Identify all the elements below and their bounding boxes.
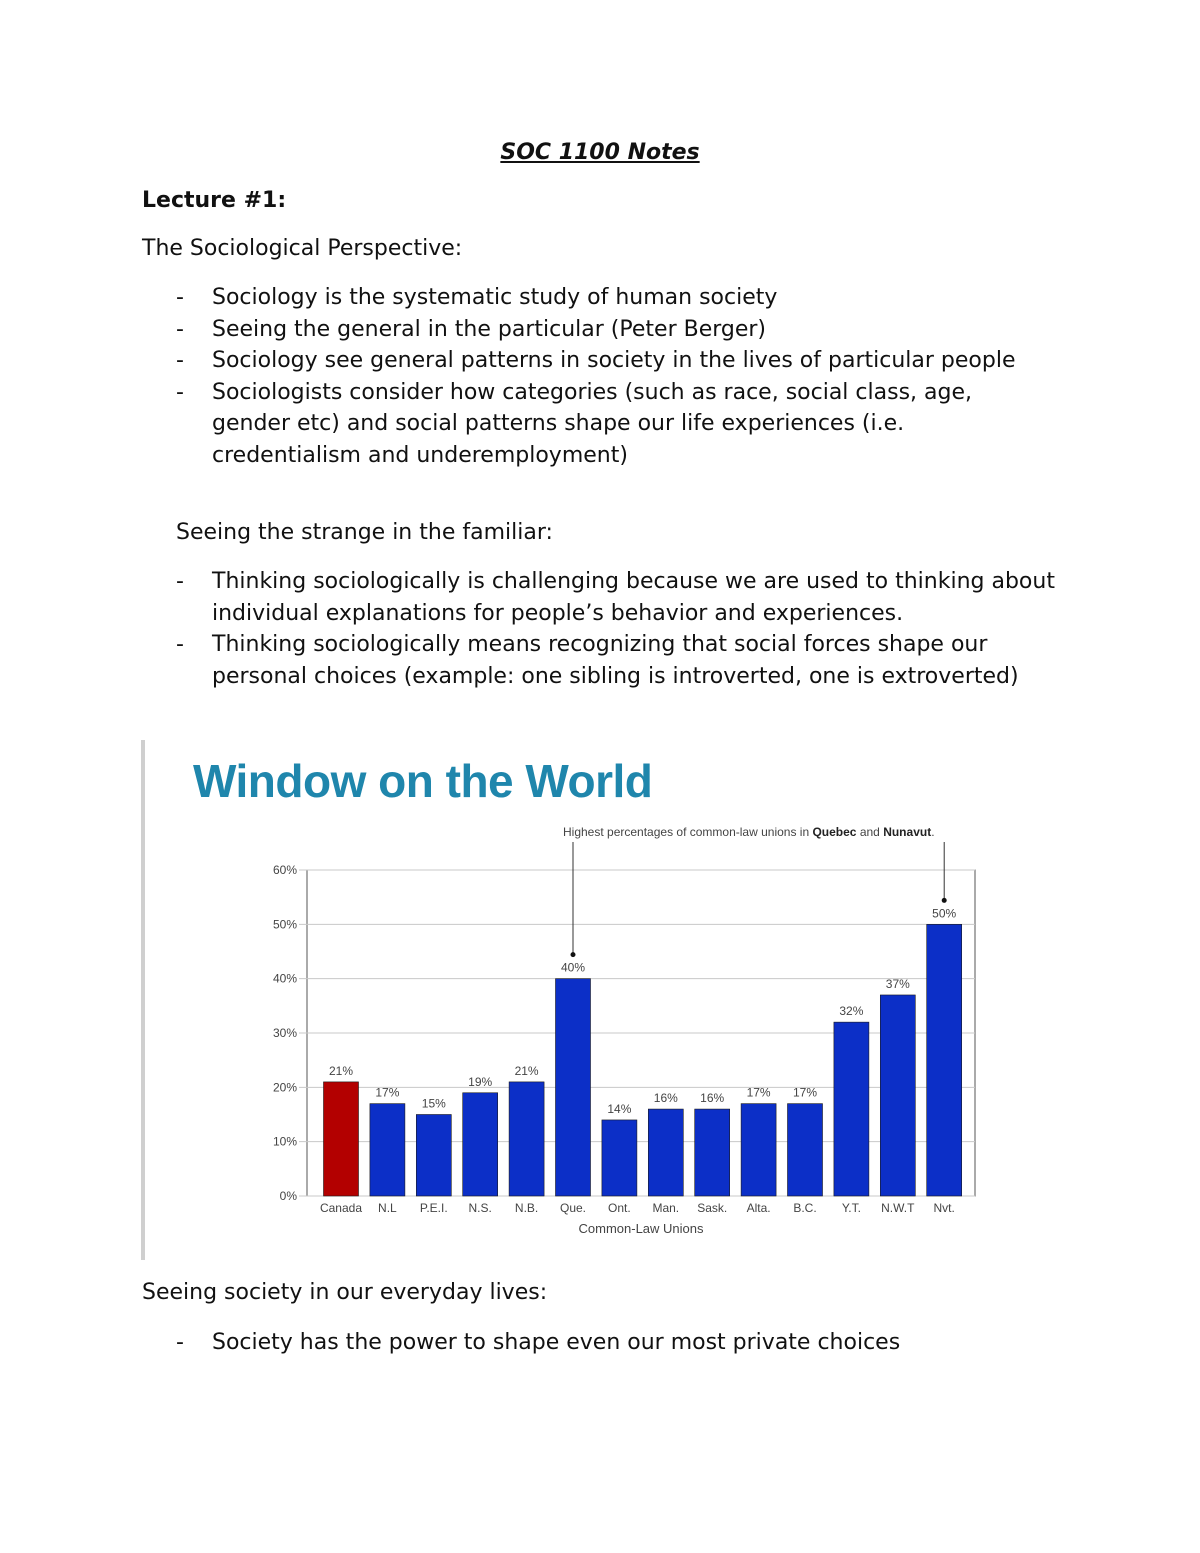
- list-item: [176, 1327, 1056, 1359]
- y-tick-label: 30%: [272, 1026, 297, 1040]
- data-label: 16%: [653, 1091, 678, 1106]
- x-tick-label: Ont.: [608, 1201, 631, 1215]
- bullet-list-strange: [176, 566, 1056, 692]
- data-label: 17%: [792, 1085, 818, 1100]
- bullet-dash: -: [176, 316, 184, 342]
- bar: [602, 1120, 637, 1196]
- data-label: 15%: [421, 1096, 446, 1111]
- bullet-list-perspective: [176, 282, 1056, 471]
- bullet-dash: -: [176, 285, 184, 310]
- x-tick-label: Canada: [319, 1201, 363, 1215]
- bullet-dash: -: [176, 379, 184, 405]
- data-label: 19%: [468, 1074, 493, 1089]
- bar: [324, 1082, 359, 1196]
- bar: [695, 1109, 730, 1196]
- list-item: [176, 314, 1056, 346]
- bullet-text: Sociologists consider how categories (such as race, social class, age, gender etc) and social patterns shape our life experiences (i.e. credentialism and underemployment): [212, 379, 972, 468]
- data-label: 14%: [607, 1101, 632, 1116]
- list-item: [176, 566, 1056, 629]
- bullet-dash: -: [176, 632, 184, 657]
- bar: [416, 1115, 451, 1197]
- bar: [648, 1109, 683, 1196]
- bullet-text: Sociology is the systematic study of human society: [212, 285, 778, 310]
- bar: [927, 924, 962, 1196]
- x-tick-label: N.B.: [514, 1201, 539, 1215]
- x-tick-label: Y.T.: [841, 1201, 861, 1215]
- data-label: 37%: [885, 976, 910, 991]
- list-item: [176, 345, 1056, 377]
- bar: [370, 1104, 405, 1196]
- y-tick-label: 50%: [272, 917, 297, 932]
- x-tick-label: Que.: [559, 1201, 587, 1215]
- bar: [834, 1022, 869, 1196]
- data-label: 32%: [839, 1004, 864, 1019]
- bar: [463, 1093, 498, 1196]
- bar: [556, 979, 591, 1196]
- bullet-text: Seeing the general in the particular (Peter Berger): [212, 316, 767, 342]
- bar: [509, 1082, 544, 1196]
- bar: [788, 1104, 823, 1196]
- x-tick-label: P.E.I.: [419, 1201, 448, 1215]
- data-label: 21%: [328, 1063, 354, 1078]
- x-tick-label: Nvt.: [933, 1201, 955, 1215]
- bar-chart: [145, 740, 1045, 1260]
- section-heading-perspective: The Sociological Perspective:: [142, 236, 463, 261]
- x-tick-label: N.L: [378, 1201, 397, 1215]
- bullet-text: Sociology see general patterns in society in the lives of particular people: [212, 348, 1016, 373]
- bullet-dash: -: [176, 1330, 184, 1355]
- bullet-text: Society has the power to shape even our most private choices: [212, 1330, 901, 1355]
- bar: [880, 995, 915, 1196]
- annotation-dot: [571, 952, 576, 957]
- section-heading-everyday: Seeing society in our everyday lives:: [142, 1280, 548, 1305]
- y-tick-label: 0%: [279, 1189, 297, 1203]
- x-axis-title: Common-Law Unions: [578, 1221, 704, 1236]
- bullet-text: Thinking sociologically means recognizing that social forces shape our personal choices (example: one sibling is introverted, one is extroverted): [212, 632, 1019, 689]
- lecture-heading: Lecture #1:: [142, 188, 287, 213]
- x-tick-label: N.S.: [468, 1201, 492, 1215]
- x-tick-label: B.C.: [793, 1201, 817, 1215]
- data-label: 17%: [375, 1085, 400, 1100]
- x-tick-label: N.W.T: [881, 1201, 915, 1215]
- list-item: [176, 282, 1056, 314]
- bullet-dash: -: [176, 348, 184, 373]
- y-tick-label: 20%: [272, 1080, 297, 1095]
- data-label: 16%: [700, 1091, 725, 1106]
- list-item: [176, 377, 1056, 472]
- figure-title: Window on the World: [193, 755, 653, 807]
- y-tick-label: 10%: [272, 1134, 297, 1149]
- section-heading-strange: Seeing the strange in the familiar:: [176, 520, 553, 545]
- list-item: [176, 629, 1056, 692]
- chart-figure: [141, 740, 1045, 1260]
- chart-annotation: Highest percentages of common-law unions in Quebec and Nunavut.: [563, 825, 935, 839]
- x-tick-label: Alta.: [746, 1201, 771, 1215]
- bullet-list-everyday: [176, 1327, 1056, 1359]
- data-label: 50%: [932, 906, 957, 921]
- data-label: 21%: [514, 1063, 539, 1078]
- annotation-dot: [942, 898, 947, 903]
- x-tick-label: Man.: [652, 1201, 680, 1215]
- y-tick-label: 60%: [272, 863, 297, 877]
- data-label: 17%: [746, 1085, 771, 1100]
- bullet-dash: -: [176, 569, 184, 594]
- bullet-text: Thinking sociologically is challenging because we are used to thinking about individual explanations for people’s behavior and experiences.: [212, 569, 1055, 626]
- x-tick-label: Sask.: [697, 1201, 728, 1215]
- document-title: SOC 1100 Notes: [500, 140, 700, 165]
- bar: [741, 1104, 776, 1196]
- data-label: 40%: [560, 960, 586, 975]
- y-tick-label: 40%: [272, 971, 297, 986]
